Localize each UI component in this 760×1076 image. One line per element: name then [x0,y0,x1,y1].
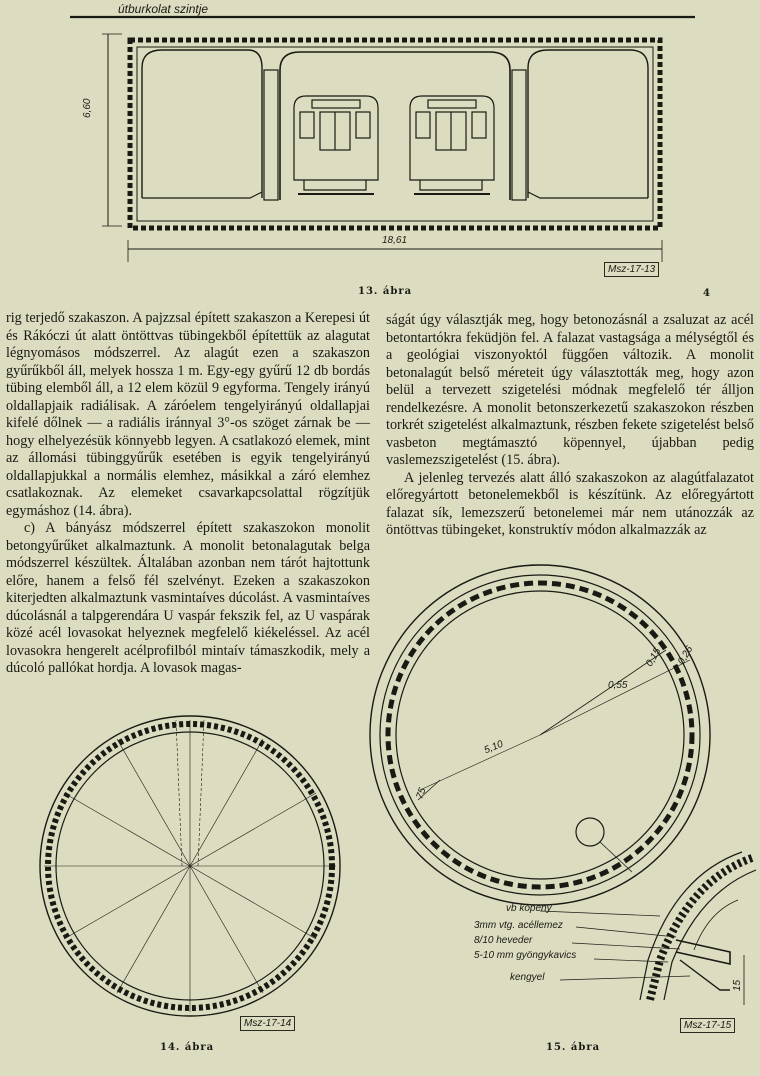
fig15-dim-b: 0,26 [676,644,696,667]
fig13-caption: 13. ábra [358,286,413,297]
fig15-label-gyongykavics: 5-10 mm gyöngykavics [474,950,577,961]
paragraph: rig terjedő szakaszon. A pajzzsal épített szakaszon a Kerepesi út és Rákóczi út alatt öntöttvas tübingekből építettük az alagutat légnyomásos módszerrel. Az alagút ezen a szakaszon gyűrűkből áll, melyek hossza 1 m. Egy-egy gyűrű 12 db bordás tübing elemből áll, a 12 elem közül 9 egyforma. Tengely irányú oldallapjaik radiálisak. A záróelem tengelyirányú oldallapjai kifelé dőlnek — a radiális iránnyal 3°-os szöget zárnak be — hogy elhelyezésük könnyebb legyen. A csatlakozó elemek, mint az állomási tübinggyűrűk esetében is egyik tengelyirányú oldallapjukkal a normális elemhez, másikkal a záró elemhez csatlakoznak. Az elemeket csavarkapcsolattal rögzítjük egymáshoz (14. ábra). [6,310,370,519]
fig15-label-kengyel: kengyel [510,972,545,983]
paragraph: ságát úgy választják meg, hogy betonozásnál a zsaluzat az acél betontartókra feküdjön fel. A falazat vastagsága a mélységtől és a geológiai viszonyoktól függően változik. A monolit betonalagút belső méreteit úgy választották meg, hogy azon belül a tervezett szigetelési módnak megfelelő tér álljon rendelkezésre. A monolit betonszerkezetű szakaszokon részben torkrét szigetelést alkalmaztunk, részben fekete szigetelést belső vasbeton megtámasztó köpennyel, újabban pedig vaslemezszigetelést (15. ábra). [386,312,754,468]
fig15-dim-d: 75 [414,786,429,801]
fig15-dim-c: 0,55 [608,680,628,691]
fig15-label-heveder: 8/10 heveder [474,935,533,946]
fig15-drawing-tag: Msz-17-15 [680,1018,735,1033]
fig14-caption: 14. ábra [160,1042,215,1053]
fig14-tubbing-ring [40,716,340,1016]
fig15-detail-dimension: 15 [732,979,744,992]
fig15-label-acellemez: 3mm vtg. acéllemez [474,920,563,931]
fig13-width-dimension: 18,61 [382,235,408,246]
header-title: útburkolat szintje [118,2,209,16]
paragraph: A jelenleg tervezés alatt álló szakaszokon az alagútfalazatot előregyártott betonelemekből is készítünk. Az előregyártott falazat sík, lemezszerű betonelemei már nem utánozzák az öntöttvas tübingeket, konstruktív módon alkalmazzák az [386,469,754,538]
paragraph: c) A bányász módszerrel épített szakaszokon monolit betongyűrűket alkalmaztunk. A monolit betonalagutak belga módszerrel készültek. Általában azonban nem tárót hajtottunk előre, hanem a felső fél szelvényt. Ezeken a szakaszokon kiterjedten alkalmaztunk vasmintaíves dúcolást. A vasmintaíves dúcolásnál a talpgerendára U vaspár fekszik fel, az U vaspárak közé acél lovasokat helyeznek megfelelő kiékeléssel. Az acél lovasokra hengerelt acélprofilból mintaív támaszkodik, mely a dúcoló pallókat hordja. A lovasok magas- [6,520,370,676]
page-mark: 4 [703,288,711,299]
fig15-dim-radius: 5,10 [482,738,505,757]
fig14-drawing-tag: Msz-17-14 [240,1016,295,1031]
fig15-caption: 15. ábra [546,1042,601,1053]
fig13-drawing-tag: Msz-17-13 [604,262,659,277]
fig15-monolithic-ring [370,565,756,1005]
fig15-label-vb-kopeny: vb köpeny [506,903,552,914]
fig15-dim-a: 0,15 [644,646,664,669]
fig13-tunnel-section [102,34,662,262]
fig13-height-dimension: 6,60 [82,98,93,118]
text-column-right [386,312,754,540]
text-column-left [6,310,370,678]
